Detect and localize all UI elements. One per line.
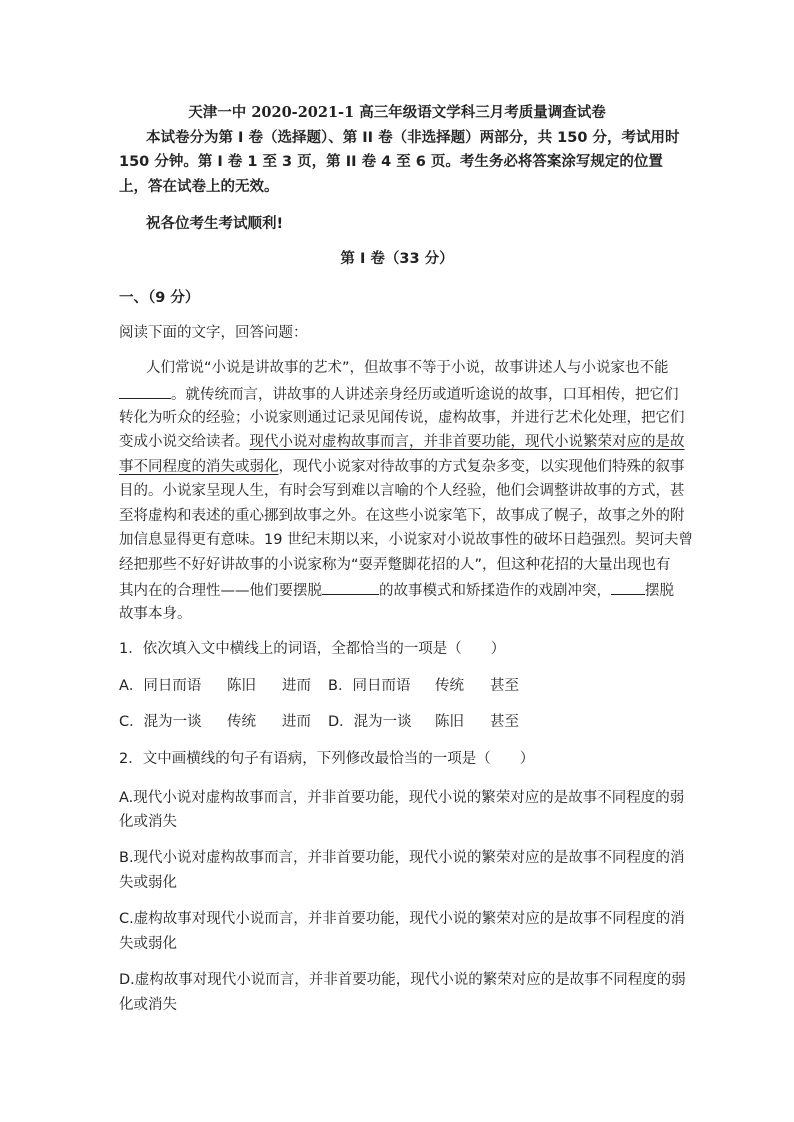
option-a-word-3: 进而 (282, 678, 311, 694)
fill-blank-3 (611, 579, 645, 595)
question-2-stem: 2．文中画横线的句子有语病，下列修改最恰当的一项是（ ） (119, 751, 535, 767)
wish-text: 祝各位考生考试顺利! (146, 216, 284, 232)
passage-line-3: 转化为听众的经验；小说家则通过记录见闻传说，虚构故事，并进行艺术化处理，把它们 (119, 410, 685, 426)
option-a-word-1: A．同日而语 (119, 678, 202, 694)
intro-line-2: 150 分钟。第 I 卷 1 至 3 页，第 II 卷 4 至 6 页。考生务必将答案涂写规定的位置 (119, 154, 663, 170)
question-2-option-d-line-1: D.虚构故事对现代小说而言，并非首要功能，现代小说的繁荣对应的是故事不同程度的弱 (119, 972, 686, 988)
passage-line-10-after: 摆脱 (645, 583, 674, 599)
passage-line-10-middle: 的故事模式和矫揉造作的戏剧冲突， (379, 583, 611, 599)
question-2-option-a-line-2: 化或消失 (119, 814, 177, 830)
part1-instruction: 阅读下面的文字，回答问题： (119, 325, 308, 341)
option-c-word-1: C．混为一谈 (119, 714, 202, 730)
passage-line-6: 目的。小说家呈现人生，有时会写到难以言喻的个人经验，他们会调整讲故事的方式，甚 (119, 483, 685, 499)
question-2-option-a-line-1: A.现代小说对虚构故事而言，并非首要功能，现代小说的繁荣对应的是故事不同程度的弱 (119, 790, 685, 806)
question-2-option-b-line-1: B.现代小说对虚构故事而言，并非首要功能，现代小说的繁荣对应的是故事不同程度的消 (119, 850, 685, 866)
passage-line-11: 故事本身。 (119, 606, 192, 622)
option-b-word-1: B．同日而语 (328, 678, 411, 694)
underlined-sentence-part-2: 事不同程度的消失或弱化 (119, 459, 279, 475)
part1-heading: 一、（9 分） (119, 290, 200, 306)
passage-line-5-plain: ，现代小说家对待故事的方式复杂多变，以实现他们特殊的叙事 (278, 459, 685, 475)
passage-line-9: 经把那些不好好讲故事的小说家称为“耍弄蹩脚花招的人”，但这种花招的大量出现也有 (119, 557, 671, 573)
option-b-word-2: 传统 (435, 678, 464, 694)
fill-blank-1 (119, 383, 171, 399)
passage-line-2 (119, 383, 679, 403)
passage-line-10-before: 其内在的合理性——他们要摆脱 (119, 583, 322, 599)
underlined-sentence-part-1: 现代小说对虚构故事而言，并非首要功能，现代小说繁荣对应的是故 (249, 434, 685, 450)
passage-line-2-text: 。就传统而言，讲故事的人讲述亲身经历或道听途说的故事，口耳相传，把它们 (171, 387, 679, 403)
passage-line-5 (119, 457, 685, 477)
question-1-options-row-2 (119, 712, 519, 732)
option-d-word-2: 陈旧 (435, 714, 464, 730)
intro-line-1: 本试卷分为第 I 卷（选择题）、第 II 卷（非选择题）两部分，共 150 分，考试用时 (146, 130, 680, 146)
option-a-word-2: 陈旧 (227, 678, 256, 694)
title-rest: 高三年级语文学科三月考质量调查试卷 (359, 105, 606, 121)
passage-line-10 (119, 579, 674, 599)
fill-blank-2 (322, 579, 379, 595)
passage-line-4 (119, 432, 685, 452)
title-school: 天津一中 (188, 105, 247, 121)
passage-line-1: 人们常说“小说是讲故事的艺术”，但故事不等于小说，故事讲述人与小说家也不能 (146, 360, 669, 376)
passage-line-8: 加信息显得更有意味。19 世纪末期以来，小说家对小说故事性的破坏日趋强烈。契诃夫曾 (119, 532, 694, 548)
exam-title (0, 103, 794, 123)
option-b-word-3: 甚至 (490, 678, 519, 694)
option-c-word-3: 进而 (282, 714, 311, 730)
option-c-word-2: 传统 (227, 714, 256, 730)
option-d-word-3: 甚至 (490, 714, 519, 730)
question-2-option-b-line-2: 失或弱化 (119, 875, 177, 891)
section-title: 第 I 卷（33 分） (340, 251, 454, 267)
question-2-option-d-line-2: 化或消失 (119, 997, 177, 1013)
question-2-option-c-line-1: C.虚构故事对现代小说而言，并非首要功能，现代小说的繁荣对应的是故事不同程度的消 (119, 911, 685, 927)
question-1-options-row-1 (119, 676, 519, 696)
title-year: 2020-2021-1 (251, 104, 355, 121)
question-2-option-c-line-2: 失或弱化 (119, 936, 177, 952)
question-1-stem: 1．依次填入文中横线上的词语，全都恰当的一项是（ ） (119, 641, 506, 657)
intro-line-3: 上，答在试卷上的无效。 (119, 179, 279, 195)
passage-line-4-plain: 变成小说交给读者。 (119, 434, 250, 450)
option-d-word-1: D．混为一谈 (328, 714, 412, 730)
passage-line-7: 至将虚构和表述的重心挪到故事之外。在这些小说家笔下，故事成了幌子，故事之外的附 (119, 508, 685, 524)
